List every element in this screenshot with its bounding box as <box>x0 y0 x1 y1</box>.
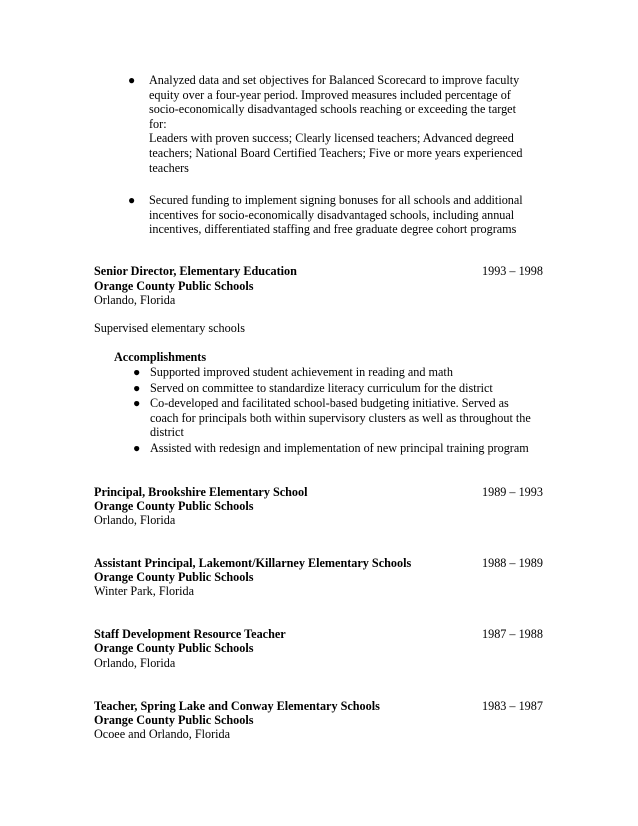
bullet-icon: ● <box>128 73 136 87</box>
top-bullet <box>128 193 523 237</box>
position-years: 1983 – 1987 <box>482 699 543 713</box>
accomplishments-heading: Accomplishments <box>114 350 207 364</box>
bullet-icon: ● <box>133 381 141 395</box>
bullet-icon: ● <box>133 365 141 379</box>
accomplishment-item <box>133 396 531 440</box>
bullet-line: incentives for socio-economically disadvantaged schools, including annual <box>149 207 515 222</box>
bullet-line: teachers; National Board Certified Teachers; Five or more years experienced <box>149 145 523 160</box>
bullet-icon: ● <box>128 193 136 207</box>
position-title: Staff Development Resource Teacher <box>94 627 286 641</box>
bullet-icon: ● <box>133 396 141 410</box>
accomplishment-item <box>133 365 453 380</box>
bullet-line: Secured funding to implement signing bonuses for all schools and additional <box>149 193 523 207</box>
position-org: Orange County Public Schools <box>94 279 254 293</box>
position-location: Ocoee and Orlando, Florida <box>94 727 231 741</box>
accomplishment-item <box>133 381 493 396</box>
position-title: Assistant Principal, Lakemont/Killarney Elementary Schools <box>94 556 412 570</box>
position-title: Principal, Brookshire Elementary School <box>94 485 308 499</box>
position-years: 1987 – 1988 <box>482 627 543 641</box>
accomplishment-line: district <box>150 425 184 440</box>
bullet-line: socio-economically disadvantaged schools reaching or exceeding the target <box>149 102 516 117</box>
position-location: Orlando, Florida <box>94 656 176 670</box>
position-years: 1988 – 1989 <box>482 556 543 570</box>
position-title: Teacher, Spring Lake and Conway Elementary Schools <box>94 699 380 713</box>
bullet-line: incentives, differentiated staffing and free graduate degree cohort programs <box>149 222 517 237</box>
position-org: Orange County Public Schools <box>94 641 254 655</box>
position-years: 1993 – 1998 <box>482 264 543 278</box>
bullet-line: teachers <box>149 160 189 175</box>
position-org: Orange County Public Schools <box>94 713 254 727</box>
top-bullet <box>128 73 523 175</box>
bullet-icon: ● <box>133 441 141 455</box>
position-location: Orlando, Florida <box>94 293 176 307</box>
position-org: Orange County Public Schools <box>94 570 254 584</box>
bullet-line: for: <box>149 116 167 131</box>
accomplishment-item <box>133 441 529 456</box>
bullet-line: equity over a four-year period. Improved measures included percentage of <box>149 87 511 102</box>
accomplishment-line: coach for principals both within supervisory clusters as well as throughout the <box>150 410 531 425</box>
bullet-line: Analyzed data and set objectives for Balanced Scorecard to improve faculty <box>149 73 520 87</box>
position-location: Winter Park, Florida <box>94 584 195 598</box>
position-title: Senior Director, Elementary Education <box>94 264 297 278</box>
accomplishment-line: Served on committee to standardize literacy curriculum for the district <box>150 381 493 395</box>
position-years: 1989 – 1993 <box>482 485 543 499</box>
accomplishment-line: Co-developed and facilitated school-based budgeting initiative. Served as <box>150 396 509 410</box>
bullet-line: Leaders with proven success; Clearly licensed teachers; Advanced degreed <box>149 131 514 146</box>
accomplishment-line: Assisted with redesign and implementation of new principal training program <box>150 441 529 455</box>
position-org: Orange County Public Schools <box>94 499 254 513</box>
position-summary: Supervised elementary schools <box>94 321 245 335</box>
accomplishment-line: Supported improved student achievement in reading and math <box>150 365 453 379</box>
position-location: Orlando, Florida <box>94 513 176 527</box>
